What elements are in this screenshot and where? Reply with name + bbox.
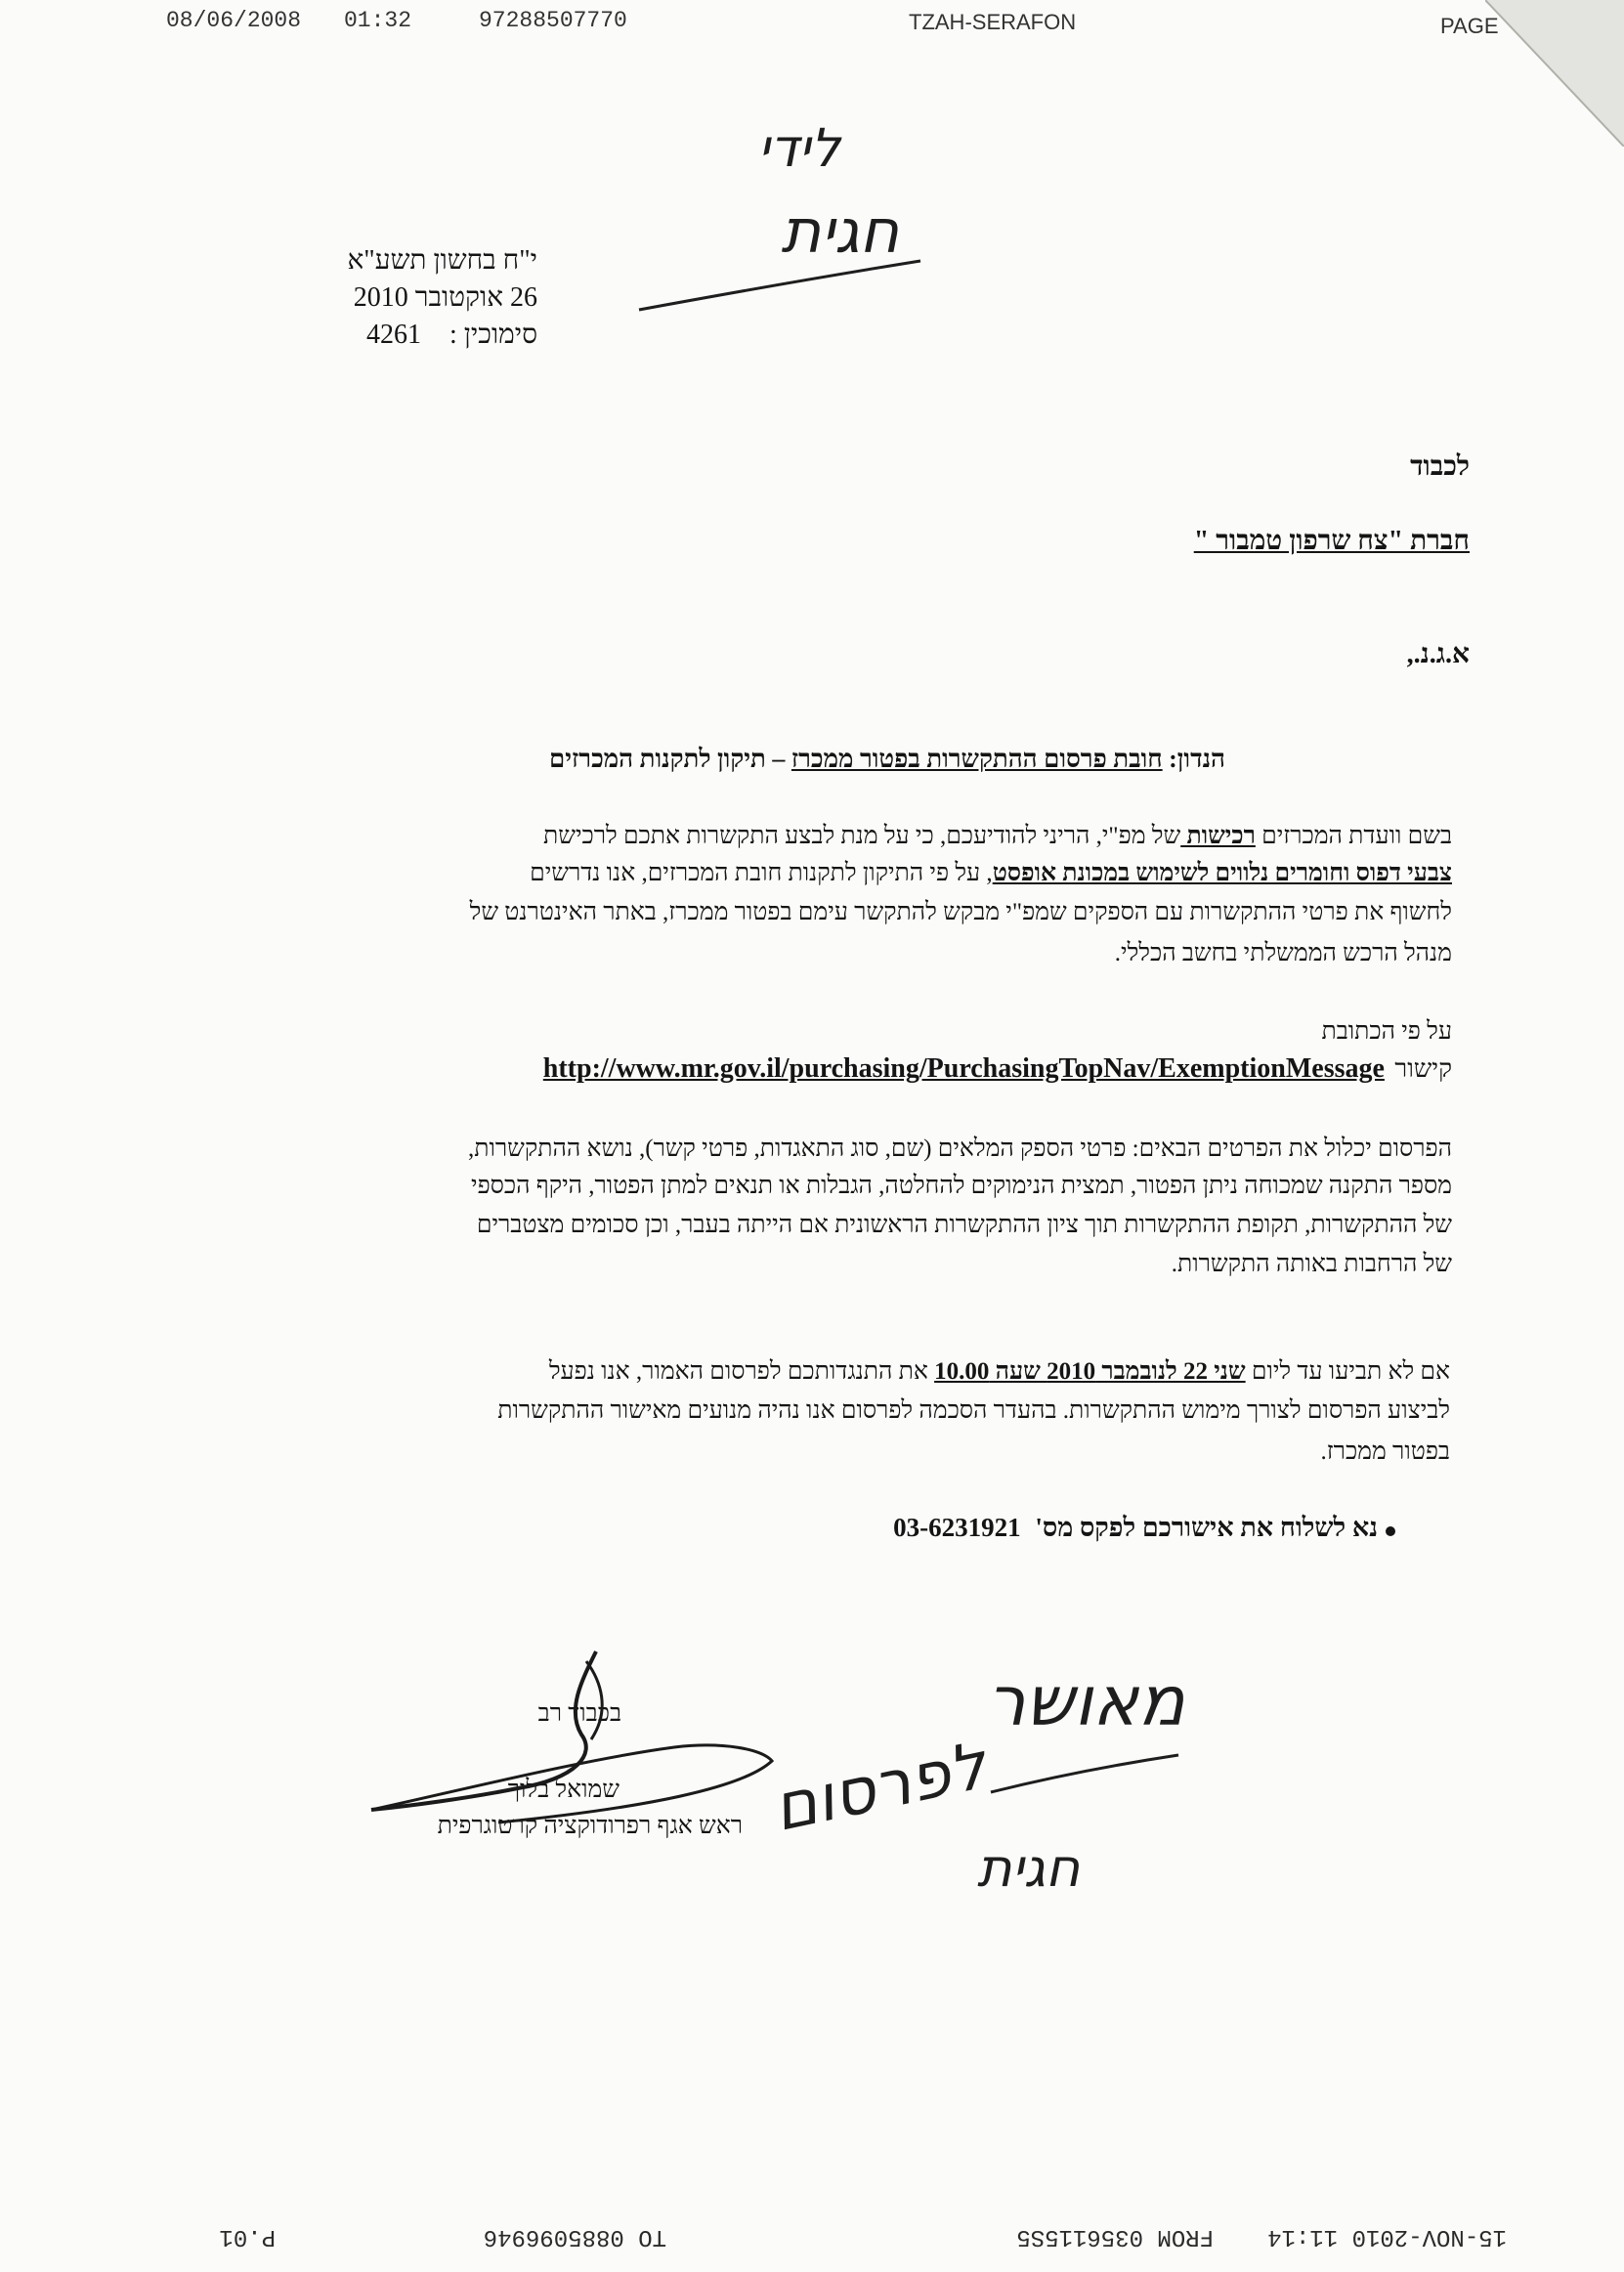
paragraph1-line2 <box>231 860 1452 887</box>
reference-label: סימוכין : <box>449 320 537 350</box>
folded-corner <box>1485 0 1624 147</box>
handwritten-underline <box>635 249 928 318</box>
paragraph3-line1 <box>229 1358 1450 1386</box>
paragraph1-line4: מנהל הרכש הממשלתי בחשב הכללי. <box>1114 940 1452 966</box>
paragraph2-line1: הפרסום יכלול את הפרטים הבאים: פרטי הספק המלאים (שם, סוג התאגדות, פרטי קשר), נושא ההתקשרות, <box>468 1136 1452 1162</box>
p1-blank: רכישות <box>1180 823 1256 849</box>
p3-deadline: שני 22 לנובמבר 2010 שעה 10.00 <box>934 1358 1246 1385</box>
paragraph1-line1 <box>231 823 1452 850</box>
fax-time: 01:32 <box>344 8 412 33</box>
paragraph2-line4: של הרחבות באותה התקשרות. <box>1171 1251 1452 1277</box>
handwritten-to: לידי <box>757 117 840 179</box>
p3-end: את התנגדותכם לפרסום האמור, אנו נפעל <box>548 1358 935 1385</box>
fax-phone: 97288507770 <box>479 8 627 33</box>
subject-line <box>549 745 1225 774</box>
p1-start: בשם וועדת המכרזים <box>1261 823 1452 849</box>
p3-start: אם לא תביעו עד ליום <box>1251 1358 1450 1385</box>
date-block <box>293 242 537 354</box>
approval-initials-wrap <box>977 1837 1080 1899</box>
reference-line <box>293 317 537 354</box>
handwritten-approval-2 <box>766 1728 993 1846</box>
p1-item: צבעי דפוס וחומרים נלווים לשימוש במכונת אופסט <box>992 860 1452 886</box>
fax-request <box>893 1513 1378 1543</box>
p1-line2-end: , על פי התיקון לתקנות חובת המכרזים, אנו נדרשים <box>530 860 993 886</box>
footer-to: TO 0885096946 <box>483 2223 666 2250</box>
paragraph3-line3: בפטור ממכרז. <box>1320 1438 1450 1465</box>
fax-page-label: PAGE <box>1440 14 1499 38</box>
subject-label: הנדון: <box>1169 745 1225 773</box>
link-label: קישור <box>1394 1054 1452 1083</box>
signatory-title: ראש אגף רפרודוקציה קרטוגרפית <box>437 1813 743 1839</box>
fax-header <box>0 8 1624 47</box>
hebrew-date: י"ח בחשון תשע"א <box>347 245 537 276</box>
honorific: לכבוד <box>1410 451 1470 482</box>
approval-line1: מאושר <box>987 1661 1185 1741</box>
footer-datetime: 15-NOV-2010 11:14 <box>1267 2223 1507 2250</box>
paragraph2-line2: מספר התקנה שמכוחה ניתן הפטור, תמצית הנימוקים להחלטה, הגבלות או תנאים למתן הפטור, היקף הכספי <box>471 1173 1452 1199</box>
reference-number: 4261 <box>366 320 422 350</box>
subject-main: חובת פרסום ההתקשרות בפטור ממכרז <box>791 745 1163 773</box>
signature-scribble <box>352 1642 782 1837</box>
paragraph1-line3: לחשוף את פרטי ההתקשרות עם הספקים שמפ"י מבקש להתקשר עימם בפטור ממכרז, באתר האינטרנט של <box>469 899 1452 925</box>
company-name: חברת "צח שרפון טמבור " <box>1193 526 1470 556</box>
paragraph3-line2: לביצוע הפרסום לצורך מימוש ההתקשרות. בהעדר הסכמה לפרסום אנו נהיה מנועים מאישור ההתקשרות <box>497 1397 1450 1424</box>
bullet-icon <box>1386 1526 1395 1536</box>
fax-footer <box>0 2210 1624 2250</box>
handwritten-approval <box>987 1661 1185 1741</box>
signatory-name: שמואל בלוך <box>507 1777 620 1803</box>
gregorian-date: 26 אוקטובר 2010 <box>353 282 537 313</box>
p1-end: של מפ"י, הריני להודיעכם, כי על מנת לבצע התקשרות אתכם לרכישת <box>543 823 1181 849</box>
fax-request-number: 03-6231921 <box>893 1513 1021 1542</box>
address-label: על פי הכתובת <box>1321 1018 1452 1045</box>
fax-sender: TZAH-SERAFON <box>909 10 1077 34</box>
handwritten-attention <box>674 117 840 179</box>
footer-from: FROM 0356115S5 <box>1016 2223 1214 2250</box>
link-line <box>231 1053 1452 1085</box>
approval-initials: חגית <box>977 1837 1081 1899</box>
fax-request-text: נא לשלוח את אישורכם לפקס מס' <box>1035 1513 1378 1542</box>
paragraph2-line3: של ההתקשרות, תקופת ההתקשרות תוך ציון ההתקשרות הראשונית אם הייתה בעבר, וכן סכומים מצטברים <box>476 1212 1452 1238</box>
subject-rest: – תיקון לתקנות המכרזים <box>549 745 791 773</box>
greeting: א.ג.נ., <box>1406 639 1470 669</box>
approval-line2: לפרסום <box>766 1727 994 1847</box>
fax-date: 08/06/2008 <box>166 8 302 33</box>
footer-page: P.01 <box>219 2223 276 2250</box>
signature-closing: בכבוד רב <box>537 1700 621 1727</box>
approval-underline <box>987 1749 1182 1798</box>
exemption-url-link[interactable]: http://www.mr.gov.il/purchasing/PurchasingTopNav/ExemptionMessage <box>542 1053 1385 1084</box>
handwritten-name: חגית <box>781 195 899 267</box>
